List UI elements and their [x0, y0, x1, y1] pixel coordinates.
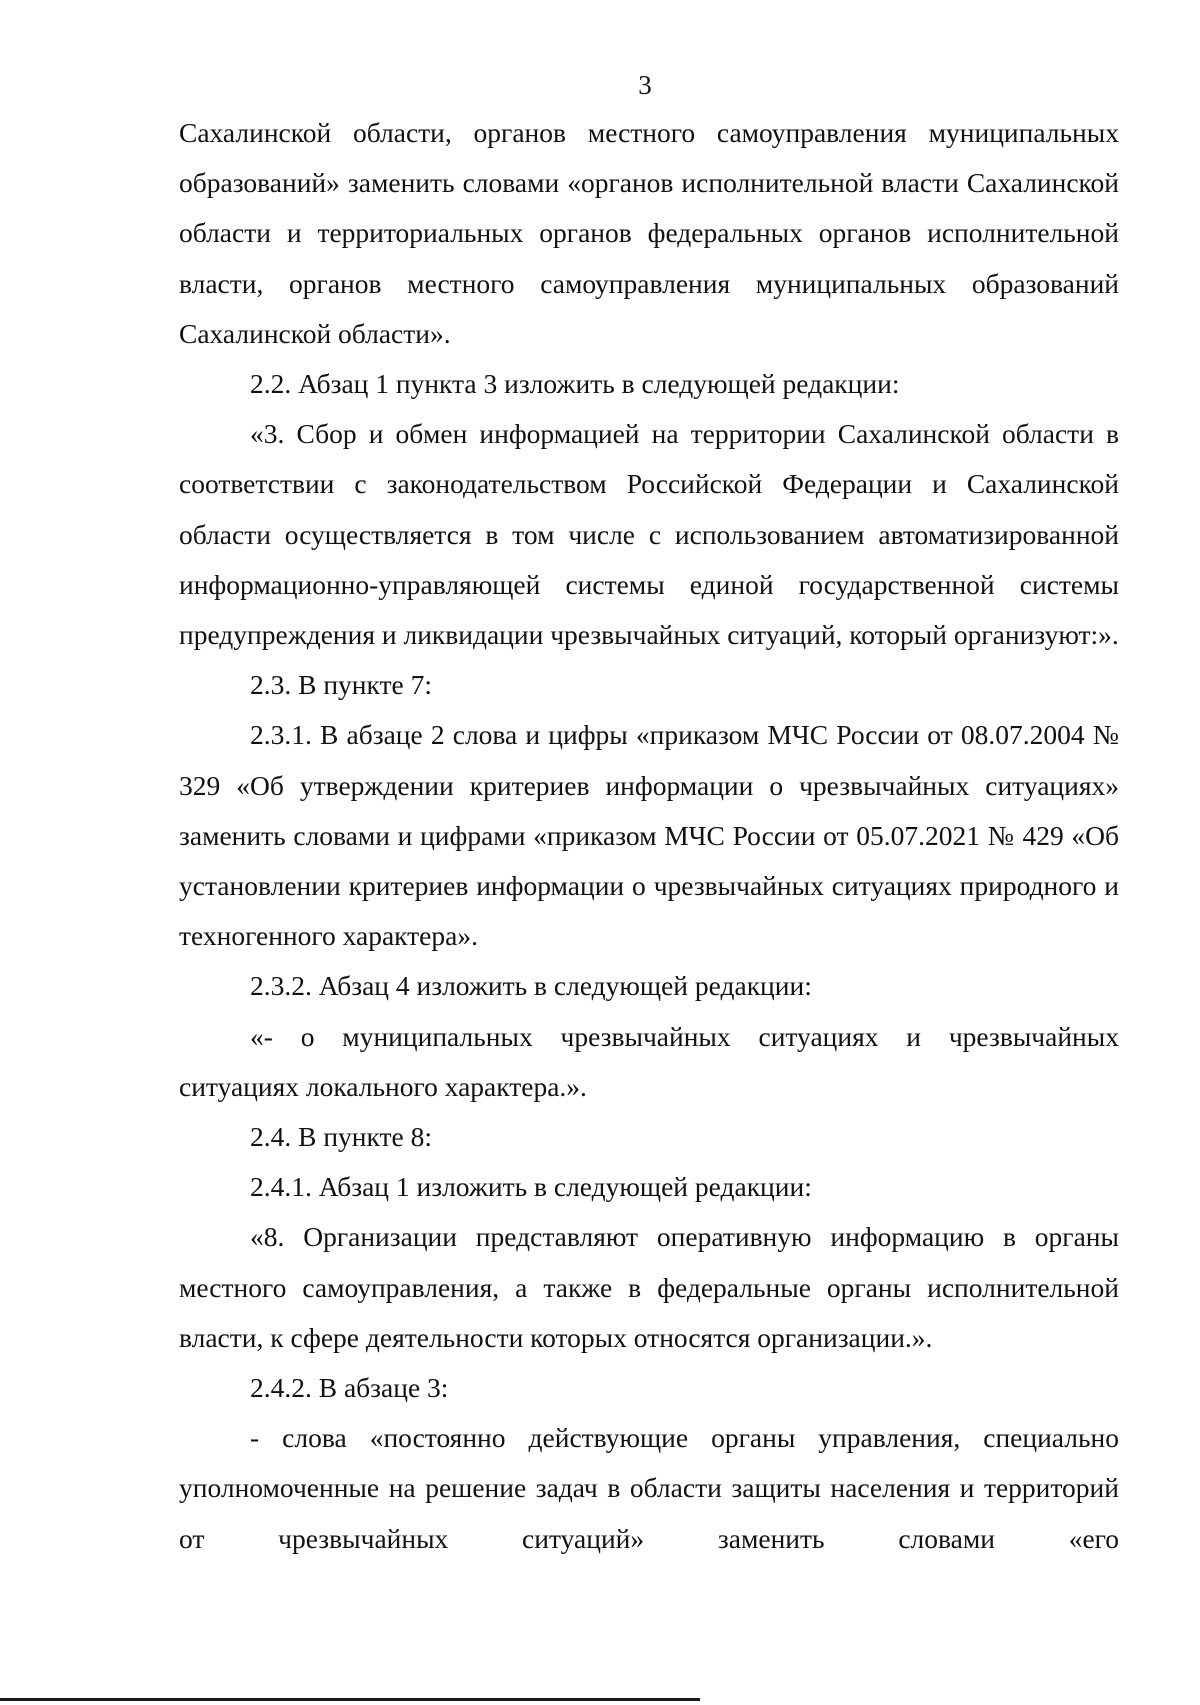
paragraph-2-4-1: 2.4.1. Абзац 1 изложить в следующей редакции: [250, 1171, 812, 1203]
paragraph-2-3-1: 2.3.1. В абзаце 2 слова и цифры «приказом МЧС России от 08.07.2004 № 329 «Об утверждении критериев информации о чрезвычайных ситуациях» заменить словами и цифрами «приказом МЧС России от 05.07.2021 № 429 «Об установлении критериев информации о чрезвычайных ситуациях природного и техногенного характера». [179, 719, 1119, 952]
paragraph-2-4: 2.4. В пункте 8: [250, 1121, 433, 1153]
paragraph-continuation: Сахалинской области, органов местного самоуправления муниципальных образований» заменить словами «органов исполнительной власти Сахалинской области и территориальных органов федеральных органов исполнительной власти, органов местного самоуправления муниципальных образований Сахалинской области». [179, 117, 1119, 349]
paragraph-2-3: 2.3. В пункте 7: [250, 669, 433, 701]
paragraph-2-2: 2.2. Абзац 1 пункта 3 изложить в следующей редакции: [250, 368, 900, 400]
bottom-scan-edge [0, 1698, 700, 1701]
paragraph-quote-municipal: «- о муниципальных чрезвычайных ситуациях и чрезвычайных ситуациях локального характера.». [179, 1020, 1119, 1102]
paragraph-2-4-2: 2.4.2. В абзаце 3: [250, 1372, 449, 1404]
page-number: 3 [638, 70, 652, 100]
paragraph-words-replacement: - слова «постоянно действующие органы управления, специально уполномоченные на решение задач в области защиты населения и территорий от чрезвычайных ситуаций» заменить словами «его [179, 1422, 1119, 1554]
document-body [179, 108, 1119, 1564]
paragraph-quote-item-8: «8. Организации представляют оперативную информацию в органы местного самоуправления, а также в федеральные органы исполнительной власти, к сфере деятельности которых относятся организации.». [179, 1221, 1119, 1353]
paragraph-quote-item-3: «3. Сбор и обмен информацией на территории Сахалинской области в соответствии с законодательством Российской Федерации и Сахалинской области осуществляется в том числе с использованием автоматизированной информационно-управляющей системы единой государственной системы предупреждения и ликвидации чрезвычайных ситуаций, который организуют:». [179, 418, 1119, 651]
paragraph-2-3-2: 2.3.2. Абзац 4 изложить в следующей редакции: [250, 970, 812, 1002]
